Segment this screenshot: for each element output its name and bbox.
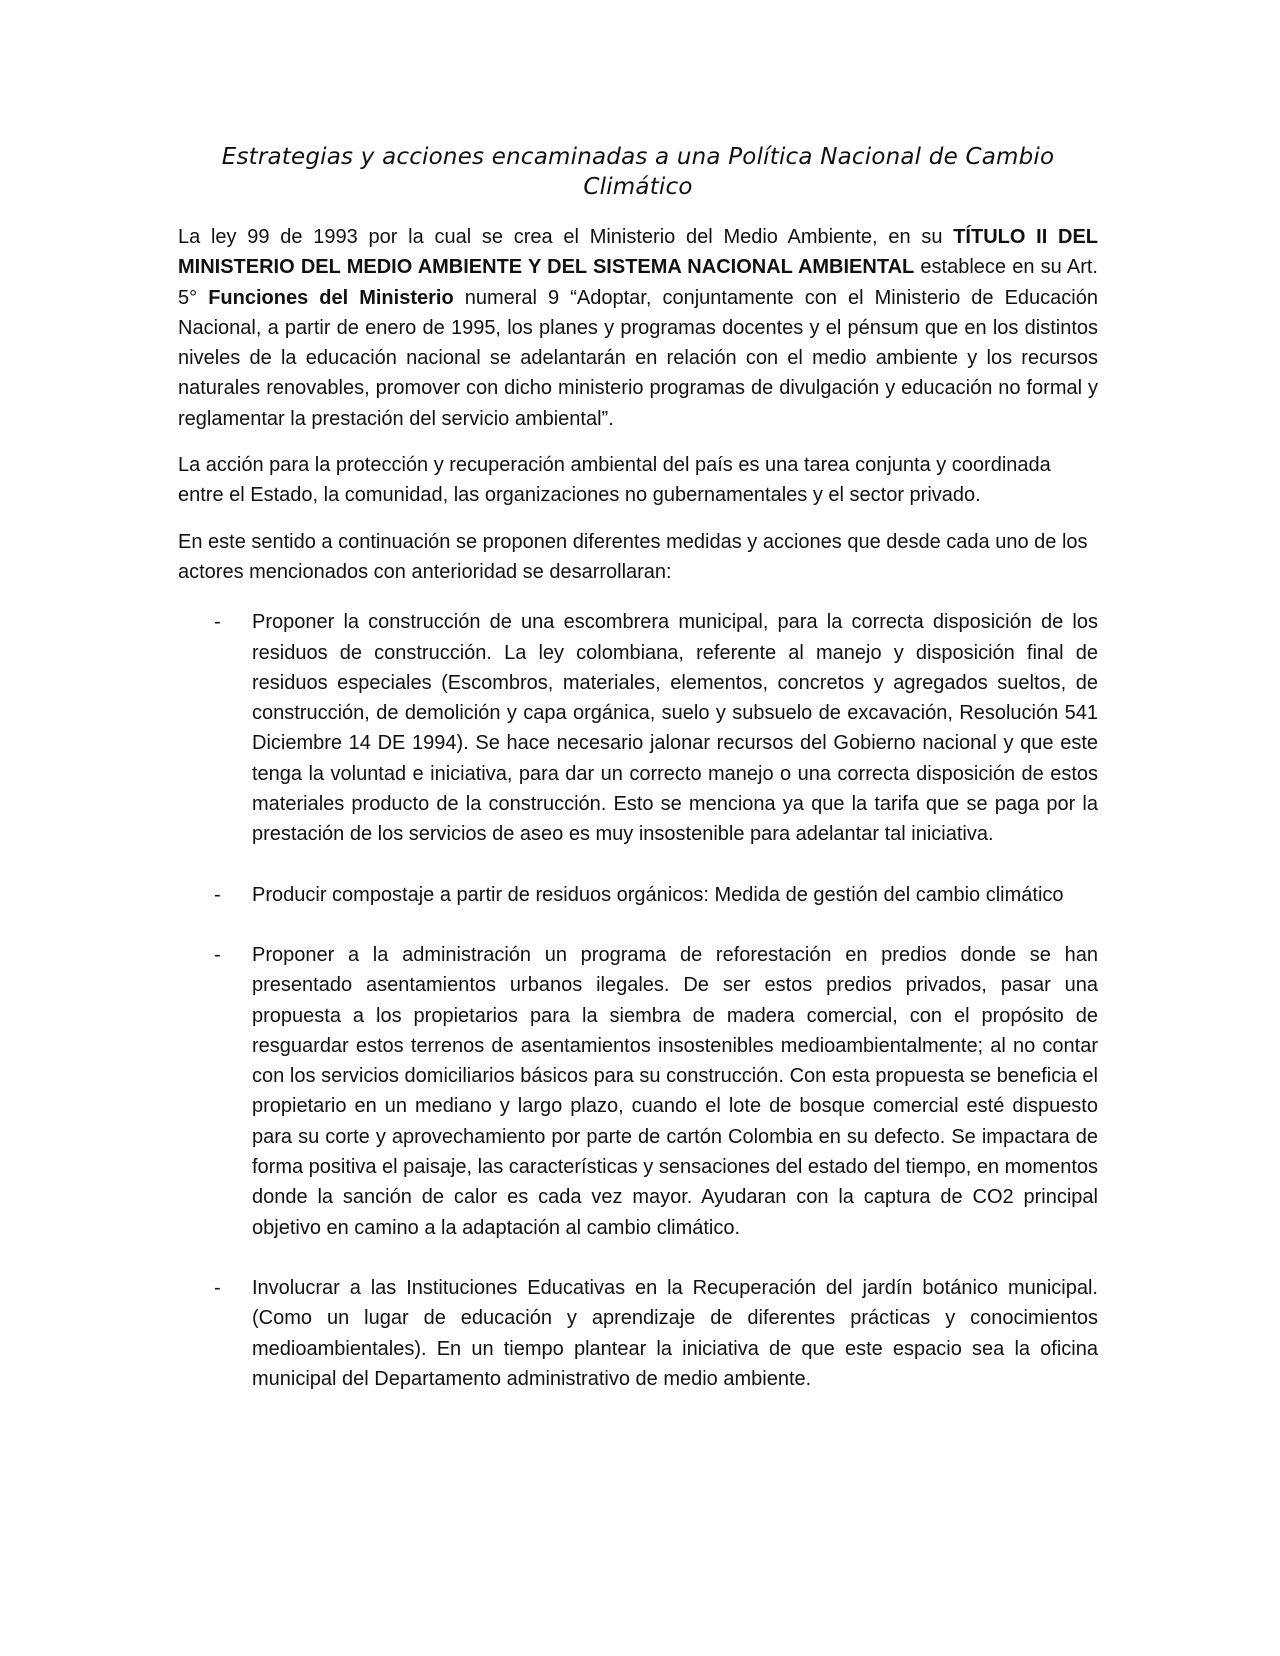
list-item-text-escombrera: Proponer la construcción de una escombrera municipal, para la correcta disposición de los residuos de construcción. La ley colombiana, referente al manejo y disposición final de residuos especiales (Escombros, materiales, elementos, concretos y agregados sueltos, de construcción, de demolición y capa orgánica, suelo y subsuelo de excavación, Resolución 541 Diciembre 14 DE 1994). Se hace necesario jalonar recursos del Gobierno nacional y que este tenga la voluntad e iniciativa, para dar un correcto manejo o una correcta disposición de estos materiales producto de la construcción. Esto se menciona ya que la tarifa que se paga por la prestación de los servicios de aseo es muy insostenible para adelantar tal iniciativa. bbox=[252, 611, 1098, 846]
list-item-text-jardin-botanico: Involucrar a las Instituciones Educativas en la Recuperación del jardín botánico municipal. (Como un lugar de educación y aprendizaje de diferentes prácticas y conocimientos medioambientales). En un tiempo plantear la iniciativa de que este espacio sea la oficina municipal del Departamento administrativo de medio ambiente. bbox=[252, 1276, 1098, 1390]
list-item bbox=[178, 940, 1098, 1243]
list-item bbox=[178, 607, 1098, 849]
list-bullet: - bbox=[214, 1276, 221, 1299]
list-item bbox=[178, 880, 1098, 910]
list-bullet: - bbox=[214, 611, 221, 634]
document-body bbox=[178, 142, 1098, 1424]
paragraph-medidas-intro: En este sentido a continuación se proponen diferentes medidas y acciones que desde cada uno de los actores mencionados con anterioridad se desarrollaran: bbox=[178, 530, 1088, 583]
paragraph-ley-99-text-1: La ley 99 de 1993 por la cual se crea el Ministerio del Medio Ambiente, en su bbox=[178, 226, 954, 248]
paragraph-ley-99-text-3: numeral 9 “Adoptar, conjuntamente con el Ministerio de Educación Nacional, a partir de enero de 1995, los planes y programas docentes y el pénsum que en los distintos niveles de la educación nacional se adelantarán en relación con el medio ambiente y los recursos naturales renovables, promover con dicho ministerio programas de divulgación y educación no formal y reglamentar la prestación del servicio ambiental”. bbox=[178, 286, 1098, 430]
paragraph-accion-proteccion: La acción para la protección y recuperación ambiental del país es una tarea conjunta y coordinada entre el Estado, la comunidad, las organizaciones no gubernamentales y el sector privado. bbox=[178, 454, 1051, 507]
paragraph-ley-99-bold-titulo: TÍTULO II DEL MINISTERIO DEL MEDIO AMBIENTE Y DEL SISTEMA NACIONAL AMBIENTAL bbox=[178, 226, 1099, 279]
list-bullet: - bbox=[214, 883, 221, 906]
list-bullet: - bbox=[214, 943, 221, 966]
paragraph-ley-99-text-2: establece en su Art. 5° bbox=[178, 256, 1098, 309]
list-item bbox=[178, 1273, 1098, 1394]
list-item-text-reforestacion: Proponer a la administración un programa de reforestación en predios donde se han presentado asentamientos urbanos ilegales. De ser estos predios privados, pasar una propuesta a los propietarios para la siembra de madera comercial, con el propósito de resguardar estos terrenos de asentamientos insostenibles medioambientalmente; al no contar con los servicios domiciliarios básicos para su construcción. Con esta propuesta se beneficia el propietario en un mediano y largo plazo, cuando el lote de bosque comercial esté dispuesto para su corte y aprovechamiento por parte de cartón Colombia en su defecto. Se impactara de forma positiva el paisaje, las características y sensaciones del estado del tiempo, en momentos donde la sanción de calor es cada vez mayor. Ayudaran con la captura de CO2 principal objetivo en camino a la adaptación al cambio climático. bbox=[252, 943, 1098, 1239]
document-title: Estrategias y acciones encaminadas a una Política Nacional de Cambio Climático bbox=[221, 144, 1055, 200]
paragraph-ley-99 bbox=[178, 222, 1098, 434]
list-item-text-compostaje: Producir compostaje a partir de residuos orgánicos: Medida de gestión del cambio climático bbox=[252, 883, 1064, 906]
measures-list bbox=[178, 607, 1098, 1394]
paragraph-ley-99-bold-funciones: Funciones del Ministerio bbox=[208, 286, 454, 309]
